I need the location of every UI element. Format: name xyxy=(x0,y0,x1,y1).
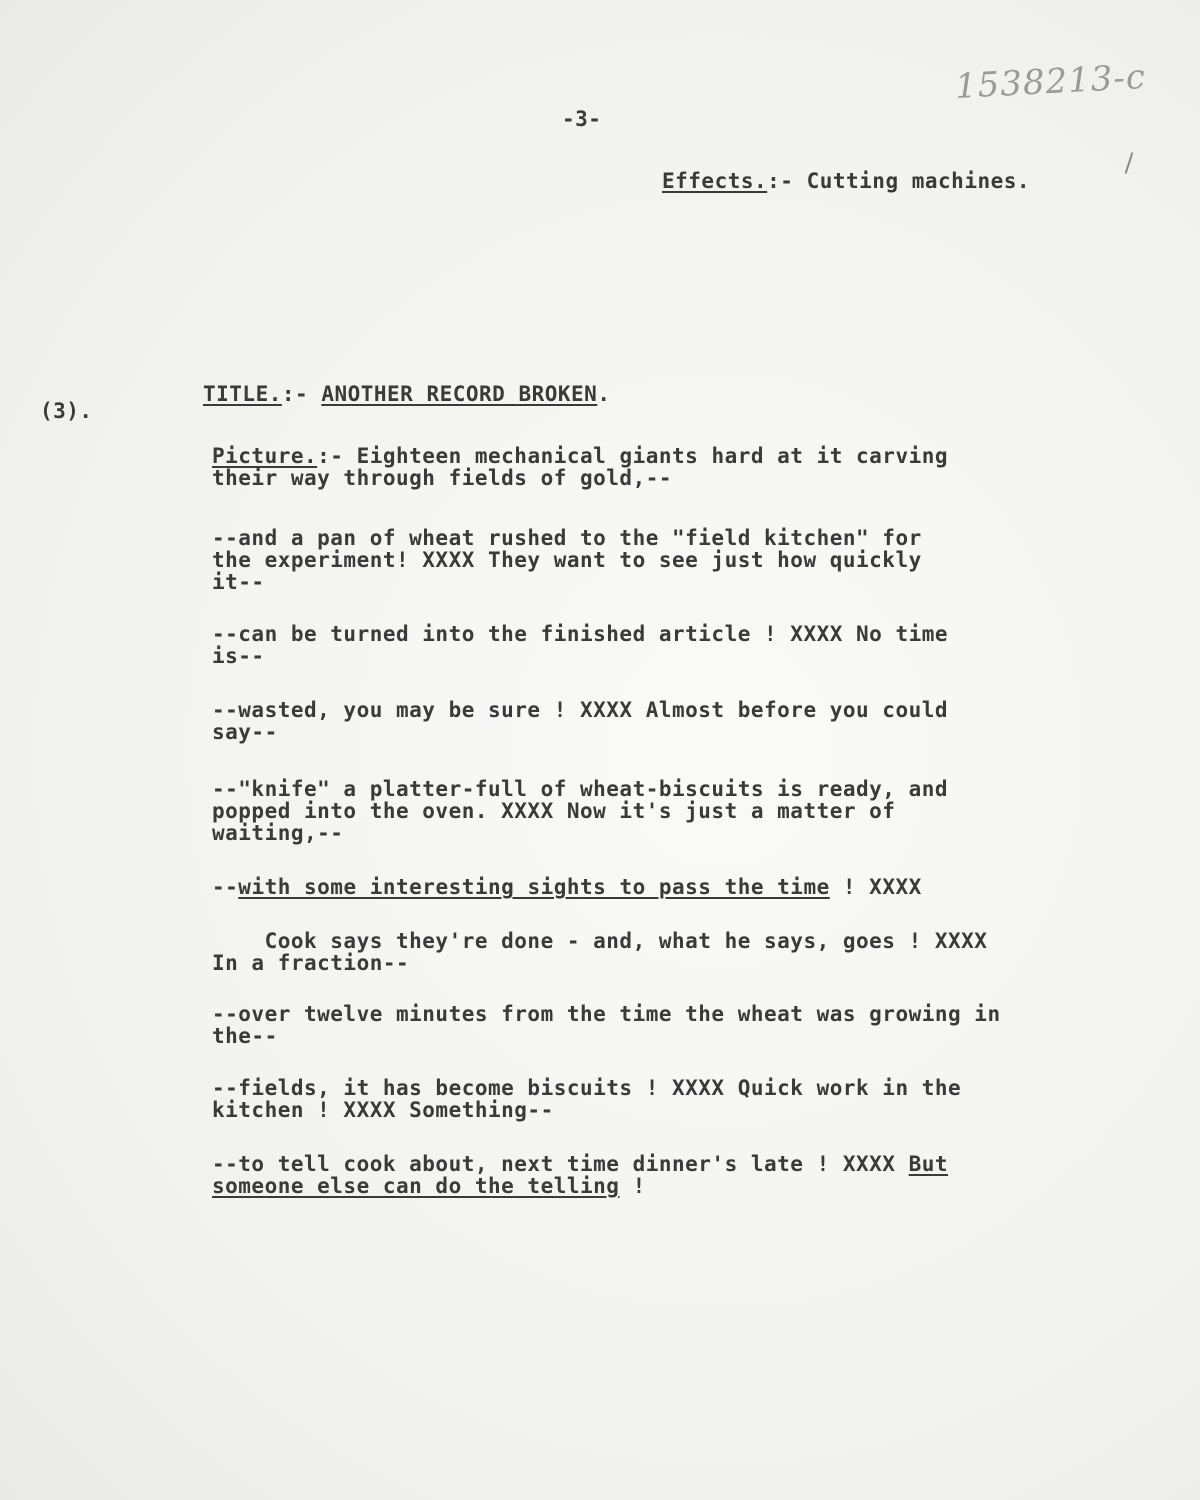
paragraph-line: --over twelve minutes from the time the wheat was growing in xyxy=(212,1002,1001,1026)
sights-prefix: -- xyxy=(212,875,239,899)
paragraph-knife xyxy=(212,778,1132,844)
paragraph-line: popped into the oven. XXXX Now it's just a matter of xyxy=(212,799,896,823)
title-text: ANOTHER RECORD BROKEN xyxy=(321,382,598,406)
final-underlined: someone else can do the telling xyxy=(212,1174,620,1198)
effects-separator: :- xyxy=(767,169,794,193)
section-number: (3). xyxy=(40,399,93,423)
paragraph-line: --and a pan of wheat rushed to the "field kitchen" for xyxy=(212,526,922,550)
paragraph-fields xyxy=(212,1077,1132,1121)
paragraph-final xyxy=(212,1153,1132,1197)
page-number: -3- xyxy=(562,107,602,131)
picture-line-2: their way through fields of gold,-- xyxy=(212,466,673,490)
paragraph-line: the experiment! XXXX They want to see just how quickly xyxy=(212,548,922,572)
paragraph-field-kitchen xyxy=(212,527,1132,593)
title-separator: :- xyxy=(281,382,309,406)
handwritten-reference-number: 1538213-c xyxy=(954,57,1147,107)
pencil-mark xyxy=(1125,152,1134,174)
paragraph-sights xyxy=(212,876,1132,898)
picture-paragraph xyxy=(212,445,1132,489)
paragraph-line: --wasted, you may be sure ! XXXX Almost before you could xyxy=(212,698,949,722)
title-line xyxy=(203,383,610,405)
effects-line xyxy=(662,170,1030,192)
paragraph-line: the-- xyxy=(212,1024,278,1048)
picture-line-1: :- Eighteen mechanical giants hard at it carving xyxy=(317,444,949,468)
sights-suffix: ! XXXX xyxy=(829,875,922,899)
effects-label: Effects. xyxy=(662,169,768,193)
paragraph-wasted xyxy=(212,699,1132,743)
sights-underlined: with some interesting sights to pass the time xyxy=(238,875,830,899)
paragraph-line: --fields, it has become biscuits ! XXXX Quick work in the xyxy=(212,1076,962,1100)
title-label: TITLE. xyxy=(203,382,282,406)
effects-text: Cutting machines. xyxy=(793,169,1031,193)
paragraph-twelve-minutes xyxy=(212,1003,1132,1047)
paragraph-line: waiting,-- xyxy=(212,821,344,845)
paragraph-line: In a fraction-- xyxy=(212,951,410,975)
paragraph-line: Cook says they're done - and, what he says, goes ! XXXX xyxy=(212,929,988,953)
final-but: But xyxy=(908,1152,949,1176)
paragraph-cook xyxy=(212,930,1132,974)
paragraph-line: say-- xyxy=(212,720,278,744)
final-end: ! xyxy=(619,1174,646,1198)
picture-label: Picture. xyxy=(212,444,318,468)
paragraph-finished-article xyxy=(212,623,1132,667)
title-end: . xyxy=(597,382,611,406)
paragraph-line: --can be turned into the finished article ! XXXX No time xyxy=(212,622,949,646)
final-line-1: --to tell cook about, next time dinner's late ! XXXX xyxy=(212,1152,909,1176)
paragraph-line: it-- xyxy=(212,570,265,594)
paragraph-line: --"knife" a platter-full of wheat-biscuits is ready, and xyxy=(212,777,949,801)
paragraph-line: is-- xyxy=(212,644,265,668)
paragraph-line: kitchen ! XXXX Something-- xyxy=(212,1098,554,1122)
